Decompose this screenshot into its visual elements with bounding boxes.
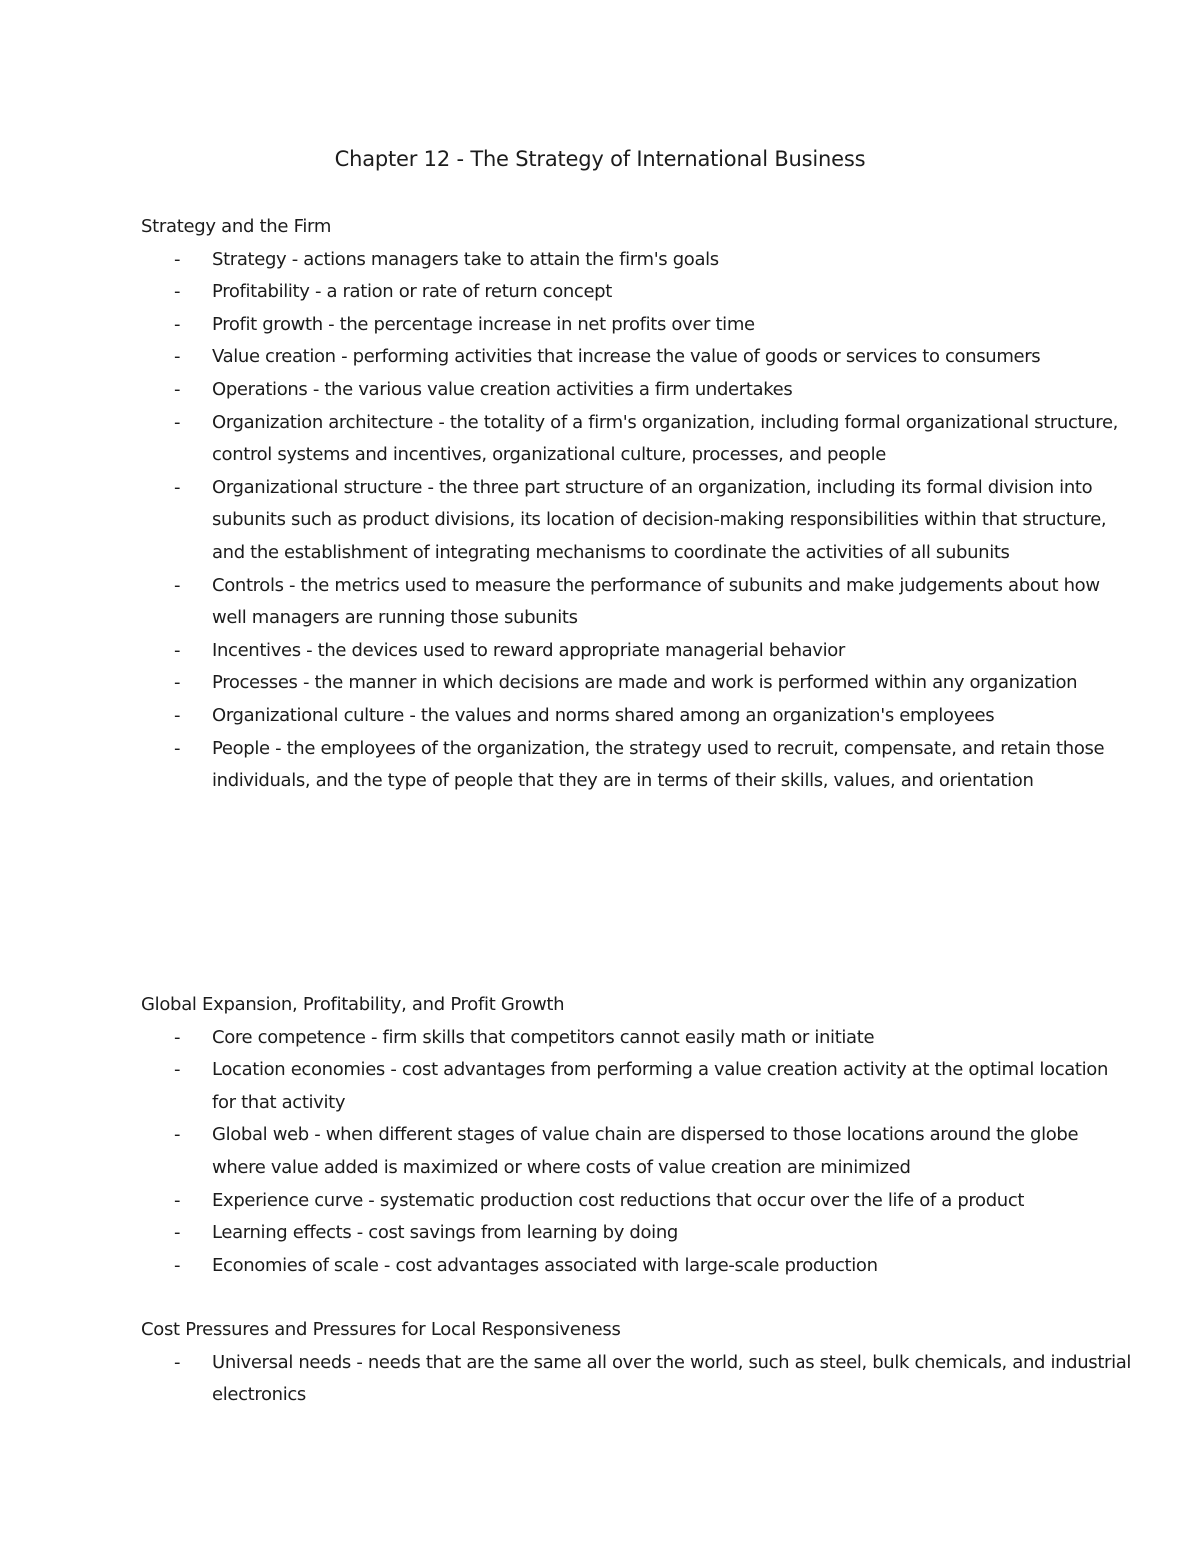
dash-bullet-icon: - [174, 346, 181, 368]
list-item [141, 1054, 1137, 1119]
section-global-expansion [141, 989, 1109, 1282]
dash-bullet-icon: - [174, 1351, 181, 1373]
dash-bullet-icon: - [174, 1124, 181, 1146]
list-item-text: Learning effects - cost savings from learning by doing [212, 1222, 678, 1244]
list-item [141, 635, 1137, 668]
bullet-list [141, 1022, 1109, 1283]
list-item [141, 570, 1137, 635]
list-item [141, 472, 1137, 570]
list-item [141, 309, 1137, 342]
dash-bullet-icon: - [174, 248, 181, 270]
list-item-text: Organizational structure - the three part structure of an organization, including its formal division into subunits such as product divisions, its location of decision-making responsibilities within that structure, and the establishment of integrating mechanisms to coordinate the activities of all subunits [212, 476, 1107, 563]
list-item [141, 700, 1137, 733]
list-item [141, 244, 1137, 277]
section-heading: Global Expansion, Profitability, and Profit Growth [141, 994, 565, 1015]
list-item [141, 733, 1137, 798]
section-strategy-and-the-firm [141, 211, 1119, 798]
dash-bullet-icon: - [174, 1189, 181, 1211]
list-item-text: Value creation - performing activities that increase the value of goods or services to consumers [212, 346, 1041, 368]
list-item [141, 1217, 1137, 1250]
list-item-text: Core competence - firm skills that competitors cannot easily math or initiate [212, 1026, 875, 1048]
list-item [141, 1250, 1137, 1283]
section-heading: Cost Pressures and Pressures for Local Responsiveness [141, 1319, 621, 1340]
dash-bullet-icon: - [174, 672, 181, 694]
dash-bullet-icon: - [174, 378, 181, 400]
dash-bullet-icon: - [174, 313, 181, 335]
list-item [141, 276, 1137, 309]
dash-bullet-icon: - [174, 281, 181, 303]
list-item [141, 407, 1137, 472]
list-item-text: Global web - when different stages of value chain are dispersed to those locations around the globe where value added is maximized or where costs of value creation are minimized [212, 1124, 1079, 1178]
section-cost-pressures [141, 1314, 1132, 1412]
page-title: Chapter 12 - The Strategy of International Business [334, 147, 866, 171]
dash-bullet-icon: - [174, 411, 181, 433]
list-item [141, 374, 1137, 407]
list-item-text: Controls - the metrics used to measure the performance of subunits and make judgements about how well managers are running those subunits [212, 574, 1100, 629]
bullet-list [141, 244, 1119, 798]
list-item-text: People - the employees of the organization, the strategy used to recruit, compensate, and retain those individuals, and the type of people that they are in terms of their skills, values, and orientation [212, 737, 1105, 792]
dash-bullet-icon: - [174, 574, 181, 596]
list-item [141, 1347, 1137, 1412]
list-item-text: Economies of scale - cost advantages associated with large-scale production [212, 1254, 878, 1276]
list-item [141, 1119, 1137, 1184]
list-item-text: Location economies - cost advantages from performing a value creation activity at the optimal location for that activity [212, 1059, 1109, 1113]
list-item-text: Strategy - actions managers take to attain the firm's goals [212, 248, 719, 270]
list-item-text: Profitability - a ration or rate of return concept [212, 281, 612, 303]
bullet-list [141, 1347, 1132, 1412]
dash-bullet-icon: - [174, 1254, 181, 1276]
list-item [141, 341, 1137, 374]
list-item-text: Profit growth - the percentage increase in net profits over time [212, 313, 755, 335]
dash-bullet-icon: - [174, 704, 181, 726]
list-item-text: Incentives - the devices used to reward appropriate managerial behavior [212, 639, 845, 661]
list-item-text: Operations - the various value creation activities a firm undertakes [212, 378, 793, 400]
list-item [141, 667, 1137, 700]
list-item [141, 1022, 1137, 1055]
list-item-text: Organization architecture - the totality of a firm's organization, including formal organizational structure, control systems and incentives, organizational culture, processes, and people [212, 411, 1119, 466]
dash-bullet-icon: - [174, 639, 181, 661]
list-item-text: Universal needs - needs that are the same all over the world, such as steel, bulk chemicals, and industrial electronics [212, 1351, 1132, 1406]
dash-bullet-icon: - [174, 1026, 181, 1048]
list-item-text: Experience curve - systematic production cost reductions that occur over the life of a product [212, 1189, 1025, 1211]
list-item-text: Organizational culture - the values and norms shared among an organization's employees [212, 704, 995, 726]
dash-bullet-icon: - [174, 737, 181, 759]
dash-bullet-icon: - [174, 1059, 181, 1081]
dash-bullet-icon: - [174, 476, 181, 498]
dash-bullet-icon: - [174, 1222, 181, 1244]
section-heading: Strategy and the Firm [141, 216, 332, 237]
list-item-text: Processes - the manner in which decisions are made and work is performed within any organization [212, 672, 1078, 694]
list-item [141, 1185, 1137, 1218]
